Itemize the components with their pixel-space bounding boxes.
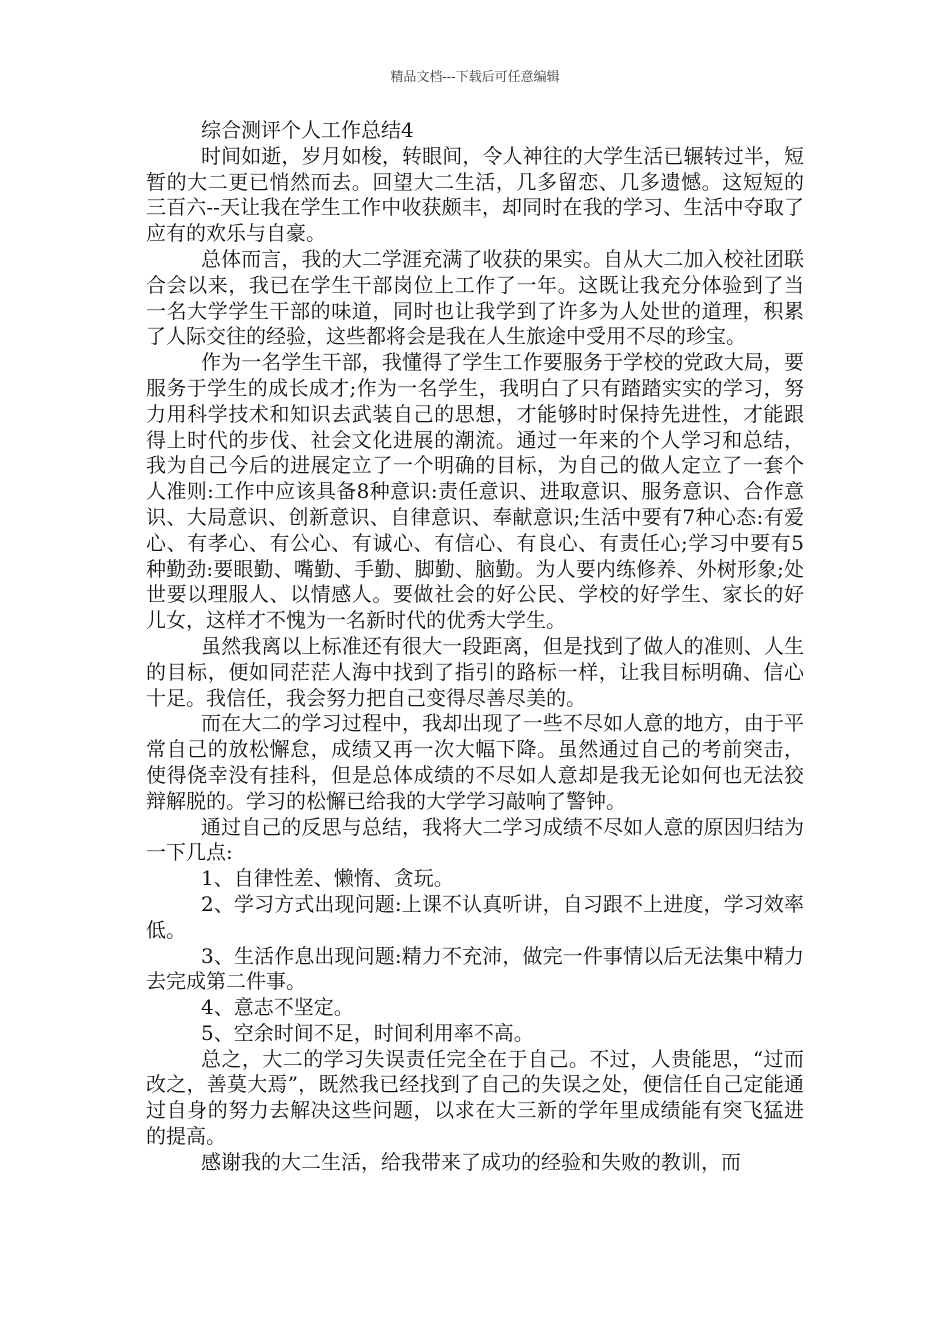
document-title: 综合测评个人工作总结4: [201, 118, 414, 142]
paragraph: 通过自己的反思与总结，我将大二学习成绩不尽如人意的原因归结为一下几点:: [146, 814, 804, 865]
paragraph: 总之，大二的学习失误责任完全在于自己。不过，人贵能思，“过而改之，善莫大焉”，既然我已经找到了自己的失误之处，便信任自己定能通过自身的努力去解决这些问题，以求在大三新的学年里成绩能有突飞猛进的提高。: [146, 1046, 804, 1149]
list-item: 2、学习方式出现问题:上课不认真听讲，自习跟不上进度，学习效率低。: [146, 891, 804, 942]
document-body: [146, 118, 804, 1176]
paragraph: 时间如逝，岁月如梭，转眼间，令人神往的大学生活已辗转过半，短暂的大二更已悄然而去。回望大二生活，几多留恋、几多遗憾。这短短的三百六--天让我在学生工作中收获颇丰，却同时在我的学习、生活中夺取了应有的欢乐与自豪。: [146, 143, 804, 246]
paragraph: 虽然我离以上标准还有很大一段距离，但是找到了做人的准则、人生的目标，便如同茫茫人海中找到了指引的路标一样，让我目标明确、信心十足。我信任，我会努力把自己变得尽善尽美的。: [146, 633, 804, 710]
list-item: 4、意志不坚定。: [201, 995, 354, 1020]
list-item: 5、空余时间不足，时间利用率不高。: [201, 1020, 534, 1045]
paragraph: 作为一名学生干部，我懂得了学生工作要服务于学校的党政大局，要服务于学生的成长成才;作为一名学生，我明白了只有踏踏实实的学习，努力用科学技术和知识去武装自己的思想，才能够时时保持先进性，才能跟得上时代的步伐、社会文化进展的潮流。通过一年来的个人学习和总结，我为自己今后的进展定立了一个明确的目标，为自己的做人定立了一套个人准则:工作中应该具备8种意识:责任意识、进取意识、服务意识、合作意识、大局意识、创新意识、自律意识、奉献意识;生活中要有7种心态:有爱心、有孝心、有公心、有诚心、有信心、有良心、有责任心;学习中要有5种勤劲:要眼勤、嘴勤、手勤、脚勤、脑勤。为人要内练修养、外树形象;处世要以理服人、以情感人。要做社会的好公民、学校的好学生、家长的好儿女，这样才不愧为一名新时代的优秀大学生。: [146, 350, 804, 633]
paragraph: 总体而言，我的大二学涯充满了收获的果实。自从大二加入校社团联合会以来，我已在学生干部岗位上工作了一年。这既让我充分体验到了当一名大学学生干部的味道，同时也让我学到了许多为人处世的道理，积累了人际交往的经验，这些都将会是我在人生旅途中受用不尽的珍宝。: [146, 246, 804, 349]
paragraph: 而在大二的学习过程中，我却出现了一些不尽如人意的地方，由于平常自己的放松懈怠，成绩又再一次大幅下降。虽然通过自己的考前突击，使得侥幸没有挂科，但是总体成绩的不尽如人意却是我无论如何也无法狡辩解脱的。学习的松懈已给我的大学学习敲响了警钟。: [146, 711, 804, 813]
paragraph: 感谢我的大二生活，给我带来了成功的经验和失败的教训，而: [201, 1149, 741, 1174]
page-header: 精品文档---下载后可任意编辑: [390, 70, 560, 85]
list-item: 1、自律性差、懒惰、贪玩。: [201, 866, 454, 891]
list-item: 3、生活作息出现问题:精力不充沛，做完一件事情以后无法集中精力去完成第二件事。: [146, 943, 804, 994]
